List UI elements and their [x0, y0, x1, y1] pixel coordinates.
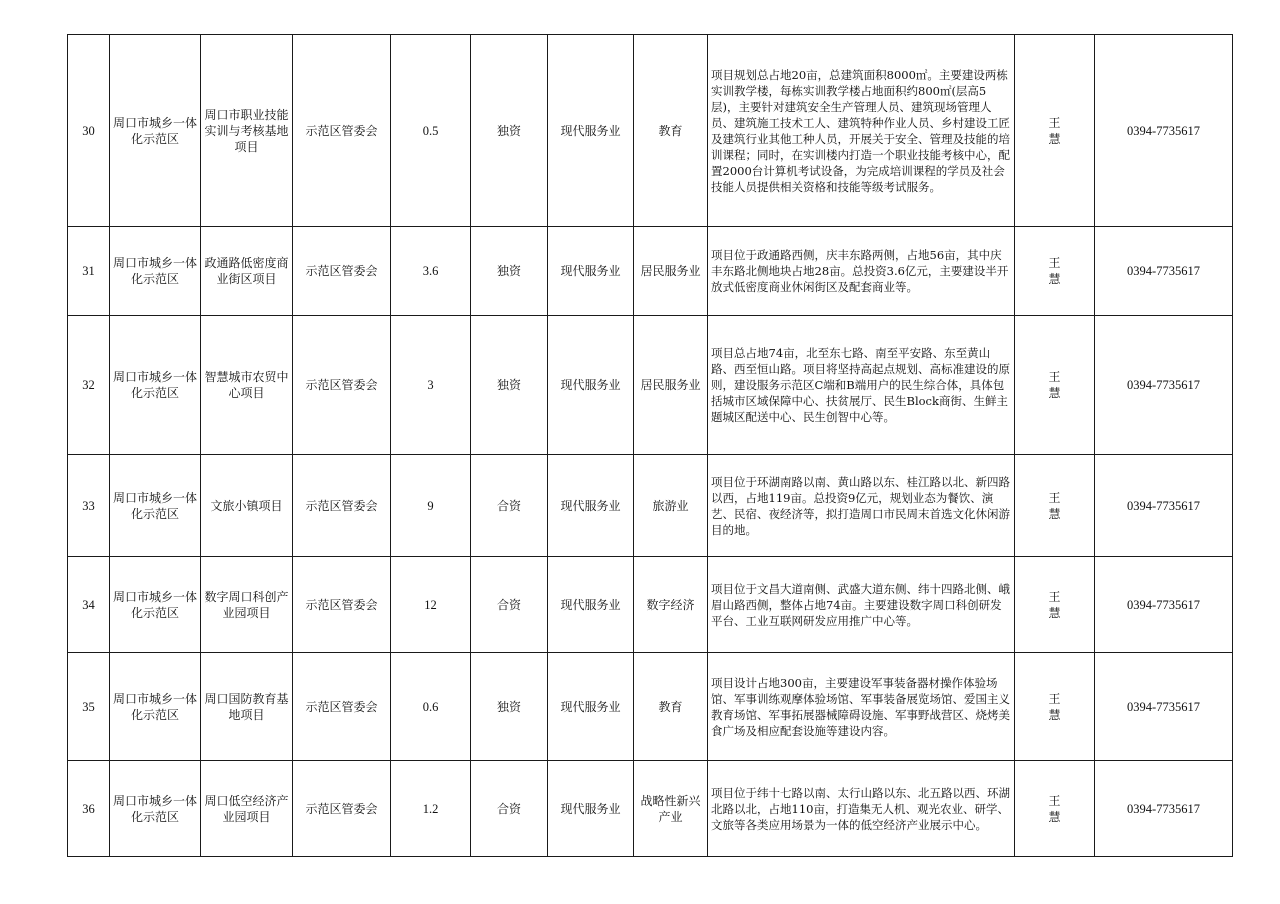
phone-cell: 0394-7735617	[1095, 761, 1233, 857]
sector-cell: 战略性新兴产业	[634, 761, 708, 857]
owner-cell: 示范区管委会	[293, 316, 391, 455]
contact-cell: 王 慧	[1015, 35, 1095, 227]
project-name-cell: 周口低空经济产业园项目	[201, 761, 293, 857]
sector-cell: 数字经济	[634, 557, 708, 653]
mode-cell: 独资	[471, 653, 548, 761]
industry-cell: 现代服务业	[548, 557, 634, 653]
owner-cell: 示范区管委会	[293, 455, 391, 557]
sector-cell: 居民服务业	[634, 227, 708, 316]
region-cell: 周口市城乡一体化示范区	[110, 557, 201, 653]
row-number: 33	[68, 455, 110, 557]
row-number: 35	[68, 653, 110, 761]
table-row	[68, 35, 1233, 227]
owner-cell: 示范区管委会	[293, 227, 391, 316]
mode-cell: 独资	[471, 227, 548, 316]
industry-cell: 现代服务业	[548, 455, 634, 557]
description-cell: 项目位于政通路西侧，庆丰东路两侧，占地56亩，其中庆丰东路北侧地块占地28亩。总投资3.6亿元，主要建设半开放式低密度商业休闲街区及配套商业等。	[708, 227, 1015, 316]
investment-cell: 12	[391, 557, 471, 653]
contact-cell: 王 慧	[1015, 761, 1095, 857]
mode-cell: 合资	[471, 761, 548, 857]
table-row	[68, 316, 1233, 455]
sector-cell: 教育	[634, 653, 708, 761]
row-number: 34	[68, 557, 110, 653]
phone-cell: 0394-7735617	[1095, 455, 1233, 557]
mode-cell: 合资	[471, 557, 548, 653]
row-number: 32	[68, 316, 110, 455]
table-row	[68, 653, 1233, 761]
sector-cell: 旅游业	[634, 455, 708, 557]
sector-cell: 居民服务业	[634, 316, 708, 455]
description-cell: 项目位于环湖南路以南、黄山路以东、桂江路以北、新四路以西，占地119亩。总投资9亿元，规划业态为餐饮、演艺、民宿、夜经济等，拟打造周口市民周末首选文化休闲游目的地。	[708, 455, 1015, 557]
investment-cell: 0.6	[391, 653, 471, 761]
investment-cell: 1.2	[391, 761, 471, 857]
region-cell: 周口市城乡一体化示范区	[110, 316, 201, 455]
owner-cell: 示范区管委会	[293, 35, 391, 227]
contact-cell: 王 慧	[1015, 316, 1095, 455]
contact-cell: 王 慧	[1015, 653, 1095, 761]
mode-cell: 独资	[471, 316, 548, 455]
investment-cell: 3	[391, 316, 471, 455]
owner-cell: 示范区管委会	[293, 653, 391, 761]
sector-cell: 教育	[634, 35, 708, 227]
phone-cell: 0394-7735617	[1095, 316, 1233, 455]
project-name-cell: 周口市职业技能实训与考核基地项目	[201, 35, 293, 227]
table-row	[68, 557, 1233, 653]
description-cell: 项目规划总占地20亩，总建筑面积8000㎡。主要建设两栋实训教学楼，每栋实训教学楼占地面积约800㎡(层高5层)，主要针对建筑安全生产管理人员、建筑现场管理人员、建筑施工技术工人、建筑特种作业人员、乡村建设工匠及建筑行业其他工种人员，开展关于安全、管理及技能的培训课程；同时，在实训楼内打造一个职业技能考核中心，配置2000台计算机考试设备，为完成培训课程的学员及社会技能人员提供相关资格和技能等级考试服务。	[708, 35, 1015, 227]
description-cell: 项目位于纬十七路以南、太行山路以东、北五路以西、环湖北路以北，占地110亩，打造集无人机、观光农业、研学、文旅等各类应用场景为一体的低空经济产业展示中心。	[708, 761, 1015, 857]
region-cell: 周口市城乡一体化示范区	[110, 653, 201, 761]
region-cell: 周口市城乡一体化示范区	[110, 227, 201, 316]
description-cell: 项目总占地74亩，北至东七路、南至平安路、东至黄山路、西至恒山路。项目将坚持高起点规划、高标准建设的原则，建设服务示范区C端和B端用户的民生综合体，具体包括城市区域保障中心、扶贫展厅、民生Block商街、生鲜主题城区配送中心、民生创智中心等。	[708, 316, 1015, 455]
industry-cell: 现代服务业	[548, 316, 634, 455]
description-cell: 项目位于文昌大道南侧、武盛大道东侧、纬十四路北侧、峨眉山路西侧，整体占地74亩。主要建设数字周口科创研发平台、工业互联网研发应用推广中心等。	[708, 557, 1015, 653]
phone-cell: 0394-7735617	[1095, 557, 1233, 653]
row-number: 30	[68, 35, 110, 227]
investment-cell: 0.5	[391, 35, 471, 227]
contact-cell: 王 慧	[1015, 557, 1095, 653]
mode-cell: 独资	[471, 35, 548, 227]
project-name-cell: 政通路低密度商业街区项目	[201, 227, 293, 316]
investment-cell: 9	[391, 455, 471, 557]
project-table	[67, 34, 1233, 857]
table-row	[68, 455, 1233, 557]
table-row	[68, 761, 1233, 857]
owner-cell: 示范区管委会	[293, 557, 391, 653]
mode-cell: 合资	[471, 455, 548, 557]
region-cell: 周口市城乡一体化示范区	[110, 761, 201, 857]
phone-cell: 0394-7735617	[1095, 227, 1233, 316]
industry-cell: 现代服务业	[548, 761, 634, 857]
row-number: 36	[68, 761, 110, 857]
row-number: 31	[68, 227, 110, 316]
industry-cell: 现代服务业	[548, 653, 634, 761]
region-cell: 周口市城乡一体化示范区	[110, 455, 201, 557]
phone-cell: 0394-7735617	[1095, 35, 1233, 227]
industry-cell: 现代服务业	[548, 35, 634, 227]
project-name-cell: 智慧城市农贸中心项目	[201, 316, 293, 455]
region-cell: 周口市城乡一体化示范区	[110, 35, 201, 227]
investment-cell: 3.6	[391, 227, 471, 316]
industry-cell: 现代服务业	[548, 227, 634, 316]
project-name-cell: 文旅小镇项目	[201, 455, 293, 557]
owner-cell: 示范区管委会	[293, 761, 391, 857]
contact-cell: 王 慧	[1015, 227, 1095, 316]
project-name-cell: 周口国防教育基地项目	[201, 653, 293, 761]
phone-cell: 0394-7735617	[1095, 653, 1233, 761]
project-name-cell: 数字周口科创产业园项目	[201, 557, 293, 653]
table-row	[68, 227, 1233, 316]
contact-cell: 王 慧	[1015, 455, 1095, 557]
description-cell: 项目设计占地300亩，主要建设军事装备器材操作体验场馆、军事训练观摩体验场馆、军事装备展览场馆、爱国主义教育场馆、军事拓展器械障碍设施、军事野战营区、烧烤美食广场及相应配套设施等建设内容。	[708, 653, 1015, 761]
